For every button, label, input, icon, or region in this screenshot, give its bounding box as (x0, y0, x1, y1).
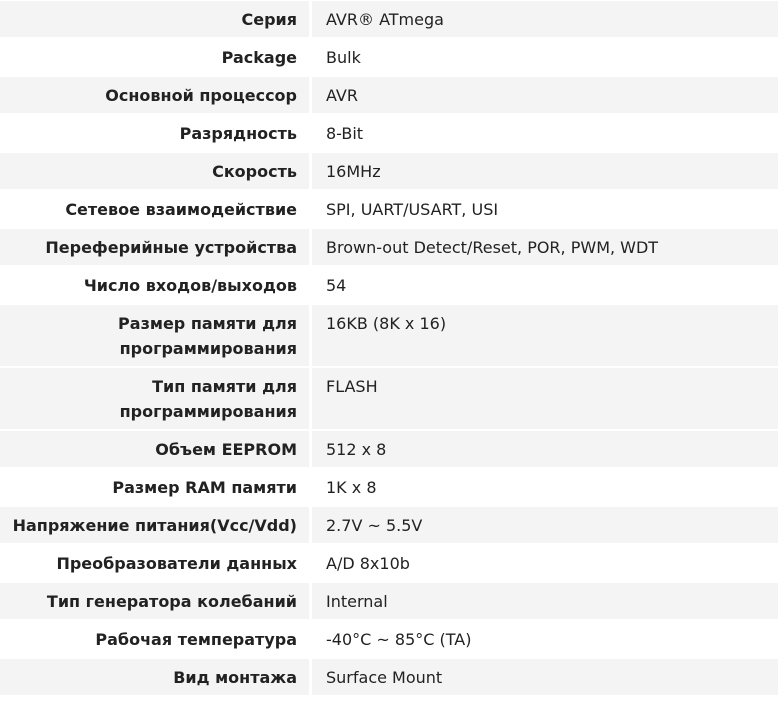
spec-value: A/D 8x10b (312, 545, 778, 581)
spec-row-bit-width (0, 115, 778, 151)
spec-label: Объем EEPROM (0, 431, 309, 467)
spec-row-connectivity (0, 191, 778, 227)
spec-label: Рабочая температура (0, 621, 309, 657)
spec-label: Сетевое взаимодействие (0, 191, 309, 227)
spec-row-peripherals (0, 229, 778, 265)
spec-value: 1K x 8 (312, 469, 778, 505)
spec-row-program-memory-size (0, 305, 778, 366)
spec-row-eeprom-size (0, 431, 778, 467)
spec-value: 2.7V ~ 5.5V (312, 507, 778, 543)
spec-row-data-converters (0, 545, 778, 581)
spec-label: Серия (0, 1, 309, 37)
spec-row-oscillator-type (0, 583, 778, 619)
spec-row-supply-voltage (0, 507, 778, 543)
spec-value: -40°C ~ 85°C (TA) (312, 621, 778, 657)
spec-row-io-count (0, 267, 778, 303)
spec-label: Вид монтажа (0, 659, 309, 695)
spec-label: Основной процессор (0, 77, 309, 113)
spec-label: Переферийные устройства (0, 229, 309, 265)
spec-value: 16KB (8K x 16) (312, 305, 778, 366)
spec-value: SPI, UART/USART, USI (312, 191, 778, 227)
spec-label: Тип памяти для программирования (0, 368, 309, 429)
spec-label: Тип генератора колебаний (0, 583, 309, 619)
spec-value: 512 x 8 (312, 431, 778, 467)
spec-label: Число входов/выходов (0, 267, 309, 303)
spec-row-program-memory-type (0, 368, 778, 429)
spec-row-ram-size (0, 469, 778, 505)
spec-value: Bulk (312, 39, 778, 75)
spec-value: 8-Bit (312, 115, 778, 151)
spec-label: Размер RAM памяти (0, 469, 309, 505)
spec-value: Brown-out Detect/Reset, POR, PWM, WDT (312, 229, 778, 265)
spec-label: Скорость (0, 153, 309, 189)
spec-row-series (0, 1, 778, 37)
spec-table-body (0, 1, 778, 695)
spec-label: Разрядность (0, 115, 309, 151)
spec-row-mounting-type (0, 659, 778, 695)
spec-value: AVR® ATmega (312, 1, 778, 37)
spec-value: Internal (312, 583, 778, 619)
spec-value: Surface Mount (312, 659, 778, 695)
spec-row-operating-temperature (0, 621, 778, 657)
spec-row-package (0, 39, 778, 75)
spec-row-core-processor (0, 77, 778, 113)
spec-label: Package (0, 39, 309, 75)
spec-row-speed (0, 153, 778, 189)
spec-value: 54 (312, 267, 778, 303)
spec-label: Преобразователи данных (0, 545, 309, 581)
spec-label: Размер памяти для программирования (0, 305, 309, 366)
spec-value: AVR (312, 77, 778, 113)
spec-label: Напряжение питания(Vcc/Vdd) (0, 507, 309, 543)
spec-value: 16MHz (312, 153, 778, 189)
spec-value: FLASH (312, 368, 778, 429)
